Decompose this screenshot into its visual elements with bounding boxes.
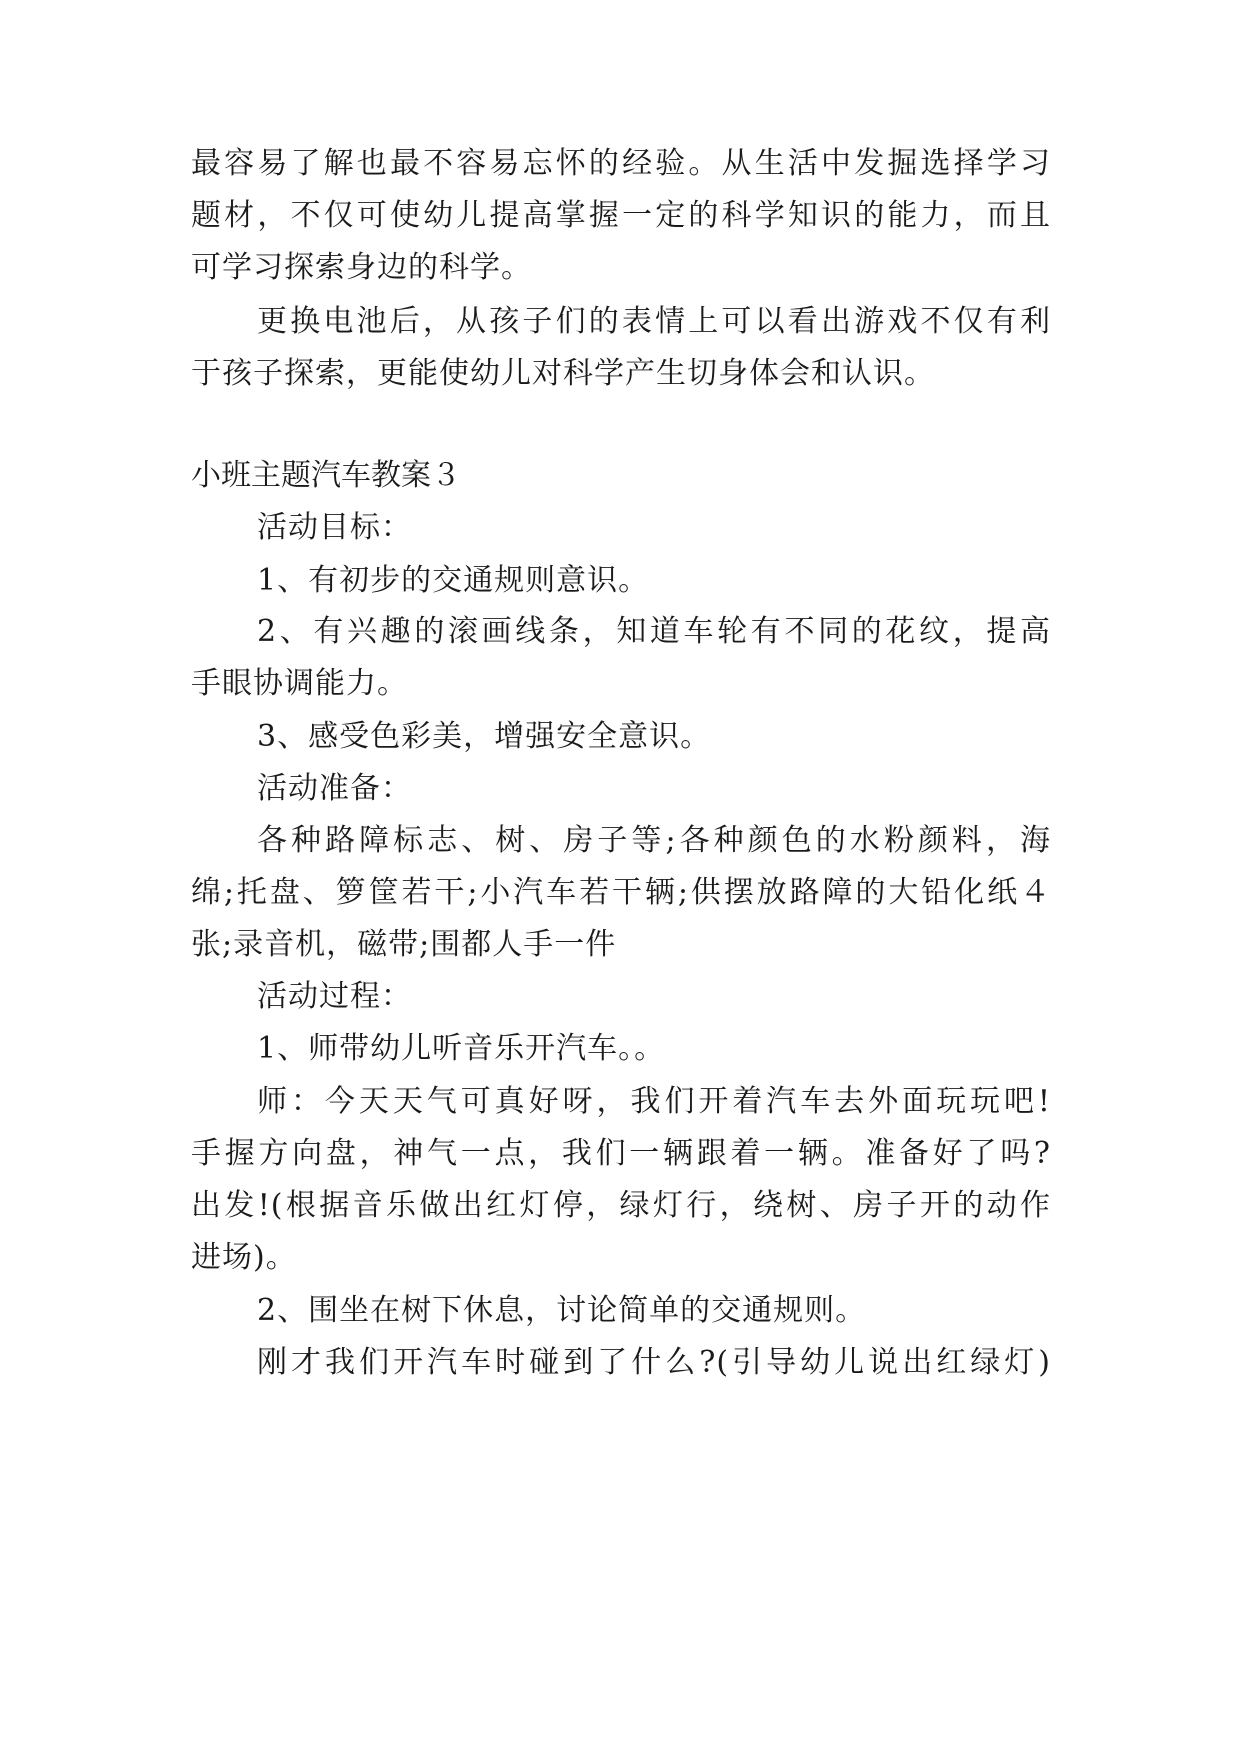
- prep-line-2: 绵;托盘、箩筐若干;小汽车若干辆;供摆放路障的大铅化纸４: [191, 875, 1051, 910]
- teacher-speech-line-2: 手握方向盘，神气一点，我们一辆跟着一辆。准备好了吗?: [191, 1136, 1051, 1171]
- question: 刚才我们开汽车时碰到了什么?(引导幼儿说出红绿灯): [257, 1345, 1051, 1380]
- prep-line-1: 各种路障标志、树、房子等;各种颜色的水粉颜料，海: [257, 823, 1051, 858]
- step-1: 1、师带幼儿听音乐开汽车。。: [257, 1031, 666, 1066]
- paragraph-1-line-3: 可学习探索身边的科学。: [191, 250, 532, 285]
- teacher-speech-line-1: 师：今天天气可真好呀，我们开着汽车去外面玩玩吧!: [257, 1084, 1051, 1119]
- step-2: 2、围坐在树下休息，讨论简单的交通规则。: [257, 1293, 867, 1328]
- paragraph-2-line-2: 于孩子探索，更能使幼儿对科学产生切身体会和认识。: [191, 356, 935, 391]
- goal-2-line-1: 2、有兴趣的滚画线条，知道车轮有不同的花纹，提高: [257, 614, 1051, 649]
- paragraph-1-line-2: 题材，不仅可使幼儿提高掌握一定的科学知识的能力，而且: [191, 198, 1051, 233]
- teacher-speech-line-3: 出发!(根据音乐做出红灯停，绿灯行，绕树、房子开的动作: [191, 1188, 1051, 1223]
- prep-line-3: 张;录音机，磁带;围都人手一件: [191, 927, 617, 962]
- process-heading: 活动过程：: [257, 979, 412, 1014]
- paragraph-2-line-1: 更换电池后，从孩子们的表情上可以看出游戏不仅有利: [257, 304, 1051, 339]
- goals-heading: 活动目标：: [257, 510, 412, 545]
- section-title: 小班主题汽车教案３: [191, 458, 461, 493]
- goal-1: 1、有初步的交通规则意识。: [257, 563, 650, 598]
- goal-3: 3、感受色彩美，增强安全意识。: [257, 719, 712, 754]
- goal-2-line-2: 手眼协调能力。: [191, 666, 408, 701]
- teacher-speech-line-4: 进场)。: [191, 1240, 297, 1275]
- prep-heading: 活动准备：: [257, 771, 412, 806]
- paragraph-1-line-1: 最容易了解也最不容易忘怀的经验。从生活中发掘选择学习: [191, 146, 1051, 181]
